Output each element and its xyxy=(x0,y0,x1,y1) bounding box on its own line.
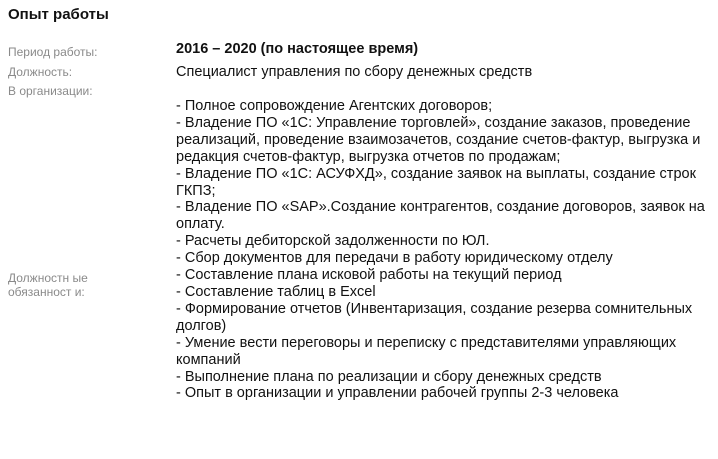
duty-item: - Полное сопровождение Агентских договоров; xyxy=(176,98,493,114)
duty-item: - Владение ПО «SAP».Создание контрагентов, создание договоров, заявок на оплату. xyxy=(176,199,705,233)
duty-item: - Составление таблиц в Excel xyxy=(176,283,376,300)
position-value: Специалист управления по сбору денежных средств xyxy=(176,64,533,80)
duty-item: - Умение вести переговоры и переписку с представителями управляющих компаний xyxy=(176,334,677,368)
section-title: Опыт работы xyxy=(8,6,109,23)
organization-label: В организации: xyxy=(8,84,93,98)
duty-item: - Опыт в организации и управлении рабочей группы 2-3 человека xyxy=(176,385,619,402)
duty-item: - Формирование отчетов (Инвентаризация, создание резерва сомнительных долгов) xyxy=(176,300,693,334)
duty-item: - Выполнение плана по реализации и сбору денежных средств xyxy=(176,368,602,385)
duty-item: - Владение ПО «1С: Управление торговлей», создание заказов, проведение реализаций, проведение взаимозачетов, создание счетов-фактур, выгрузка и редакция счетов-фактур, выгрузка отчетов по продажам; xyxy=(176,114,701,165)
period-value: 2016 – 2020 (по настоящее время) xyxy=(176,41,419,57)
period-label: Период работы: xyxy=(8,45,98,59)
duty-item: - Составление плана исковой работы на текущий период xyxy=(176,267,562,284)
responsibilities-label: Должностн ые обязанност и: xyxy=(8,271,88,299)
duty-item: - Расчеты дебиторской задолженности по ЮЛ. xyxy=(176,233,490,250)
duties-list xyxy=(176,98,706,402)
duty-item: - Сбор документов для передачи в работу юридическому отделу xyxy=(176,250,613,267)
position-label: Должность: xyxy=(8,65,73,79)
duty-item: - Владение ПО «1С: АСУФХД», создание заявок на выплаты, создание строк ГКПЗ; xyxy=(176,165,696,199)
